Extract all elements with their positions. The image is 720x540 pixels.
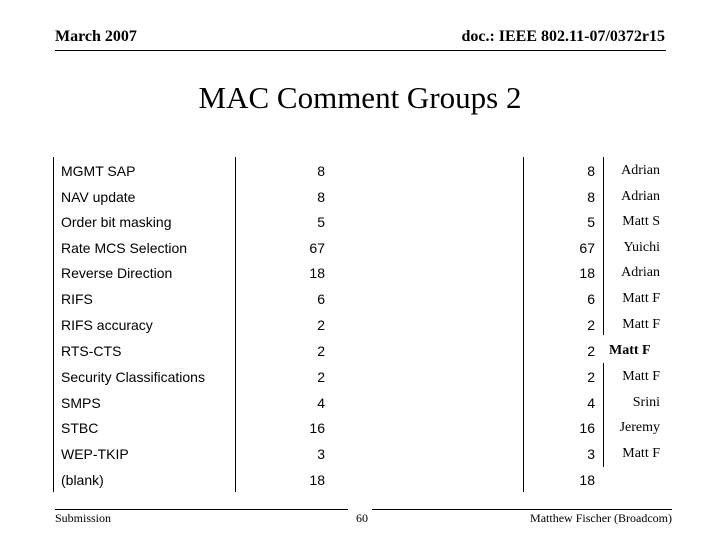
- group-name: SMPS: [61, 395, 101, 411]
- group-total: 2: [587, 317, 595, 333]
- table-row: [0, 441, 720, 467]
- table-row: [0, 158, 720, 184]
- group-owner: Adrian: [621, 163, 660, 178]
- slide-title: MAC Comment Groups 2: [198, 80, 522, 115]
- group-name: RIFS accuracy: [61, 317, 153, 333]
- group-count: 5: [317, 214, 325, 230]
- footer-rule-left: [55, 509, 348, 510]
- table-row: [0, 364, 720, 390]
- table-row: [0, 338, 720, 364]
- group-count: 16: [309, 420, 325, 436]
- group-name: RIFS: [61, 291, 93, 307]
- table-row: [0, 260, 720, 286]
- footer-author: Matthew Fischer (Broadcom): [530, 511, 672, 525]
- table-row: [0, 390, 720, 416]
- group-name: RTS-CTS: [61, 343, 122, 359]
- group-count: 8: [317, 163, 325, 179]
- group-total: 2: [587, 343, 595, 359]
- group-count: 18: [309, 265, 325, 281]
- group-count: 2: [317, 369, 325, 385]
- table-row: [0, 184, 720, 210]
- group-count: 18: [309, 472, 325, 488]
- group-count: 6: [317, 291, 325, 307]
- group-total: 8: [587, 189, 595, 205]
- group-owner: Matt S: [622, 214, 660, 229]
- group-count: 3: [317, 446, 325, 462]
- group-owner: Adrian: [621, 265, 660, 280]
- group-name: Order bit masking: [61, 214, 172, 230]
- group-total: 18: [579, 472, 595, 488]
- group-name: Rate MCS Selection: [61, 240, 188, 256]
- group-owner: Jeremy: [619, 420, 660, 435]
- header-date: March 2007: [55, 28, 137, 45]
- table-row: [0, 415, 720, 441]
- table-row: [0, 286, 720, 312]
- group-total: 8: [587, 163, 595, 179]
- group-total: 6: [587, 291, 595, 307]
- footer-submission: Submission: [55, 511, 112, 525]
- group-owner: Adrian: [621, 189, 660, 204]
- group-owner: Matt F: [622, 291, 660, 306]
- group-count: 2: [317, 343, 325, 359]
- group-owner: Matt F: [622, 446, 660, 461]
- table-row: [0, 235, 720, 261]
- group-name: NAV update: [61, 189, 136, 205]
- group-total: 2: [587, 369, 595, 385]
- footer-page-number: 60: [356, 511, 368, 525]
- group-owner: Matt F: [622, 369, 660, 384]
- group-owner: [605, 467, 660, 493]
- group-name: (blank): [61, 472, 104, 488]
- group-total: 18: [579, 265, 595, 281]
- group-name: Security Classifications: [61, 369, 205, 385]
- group-owner: Srini: [632, 395, 660, 410]
- group-name: WEP-TKIP: [61, 446, 129, 462]
- group-count: 67: [309, 240, 325, 256]
- table-row: [0, 312, 720, 338]
- group-total: 4: [587, 395, 595, 411]
- group-owner: Matt F: [622, 317, 660, 332]
- group-count: 4: [317, 395, 325, 411]
- group-total: 67: [579, 240, 595, 256]
- table-row: [0, 467, 720, 493]
- group-name: Reverse Direction: [61, 265, 173, 281]
- table-row: [0, 209, 720, 235]
- header-rule: [55, 50, 666, 51]
- group-total: 3: [587, 446, 595, 462]
- group-owner: Yuichi: [623, 240, 660, 255]
- group-owner: Matt F: [609, 343, 651, 358]
- group-total: 5: [587, 214, 595, 230]
- group-total: 16: [579, 420, 595, 436]
- group-count: 2: [317, 317, 325, 333]
- footer-rule-right: [372, 509, 672, 510]
- group-name: MGMT SAP: [61, 163, 136, 179]
- header-doc-id: doc.: IEEE 802.11-07/0372r15: [461, 28, 665, 45]
- group-name: STBC: [61, 420, 99, 436]
- group-count: 8: [317, 189, 325, 205]
